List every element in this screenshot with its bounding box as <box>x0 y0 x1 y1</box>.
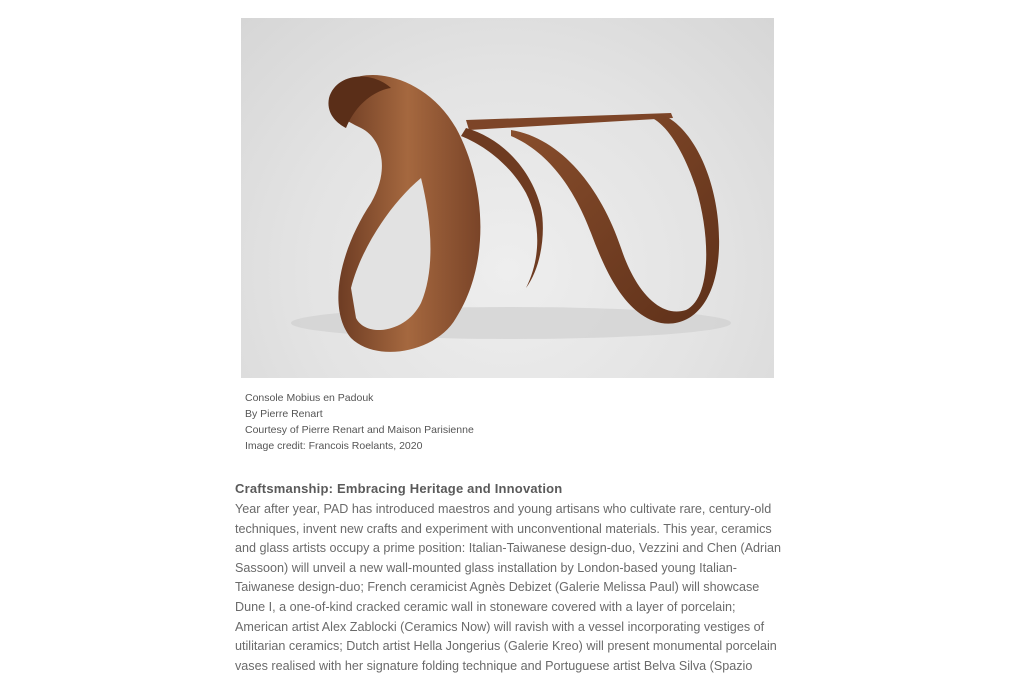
paragraph-line: and glass artists occupy a prime position: Italian-Taiwanese design-duo, Vezzini and Chen (Adrian <box>235 541 782 556</box>
caption-credit: Image credit: Francois Roelants, 2020 <box>245 440 423 452</box>
caption-title: Console Mobius en Padouk <box>245 392 374 404</box>
paragraph-line: Dune I, a one-of-kind cracked ceramic wall in stoneware covered with a layer of porcelain; <box>235 599 736 614</box>
image-caption <box>245 390 474 454</box>
paragraph-line: Year after year, PAD has introduced maestros and young artisans who cultivate rare, century-old <box>235 502 772 516</box>
paragraph-line: Taiwanese design-duo; French ceramicist Agnès Debizet (Galerie Melissa Paul) will showcase <box>235 580 760 595</box>
artwork-photo <box>241 18 774 378</box>
caption-author: By Pierre Renart <box>245 408 323 420</box>
paragraph-line: Sassoon) will unveil a new wall-mounted glass installation by London-based young Italian- <box>235 560 737 575</box>
paragraph-line: vases realised with her signature folding technique and Portuguese artist Belva Silva (Spazio <box>235 658 753 673</box>
paragraph-line: American artist Alex Zablocki (Ceramics Now) will ravish with a vessel incorporating vestiges of <box>235 619 765 634</box>
console-sculpture-image <box>241 18 774 378</box>
paragraph-line: techniques, invent new crafts and experiment with unconventional materials. This year, ceramics <box>235 521 772 536</box>
section-heading: Craftsmanship: Embracing Heritage and Innovation <box>235 481 563 496</box>
paragraph-line: utilitarian ceramics; Dutch artist Hella Jongerius (Galerie Kreo) will present monumental porcelain <box>235 639 777 654</box>
caption-courtesy: Courtesy of Pierre Renart and Maison Parisienne <box>245 424 474 436</box>
article-paragraph <box>235 500 780 676</box>
